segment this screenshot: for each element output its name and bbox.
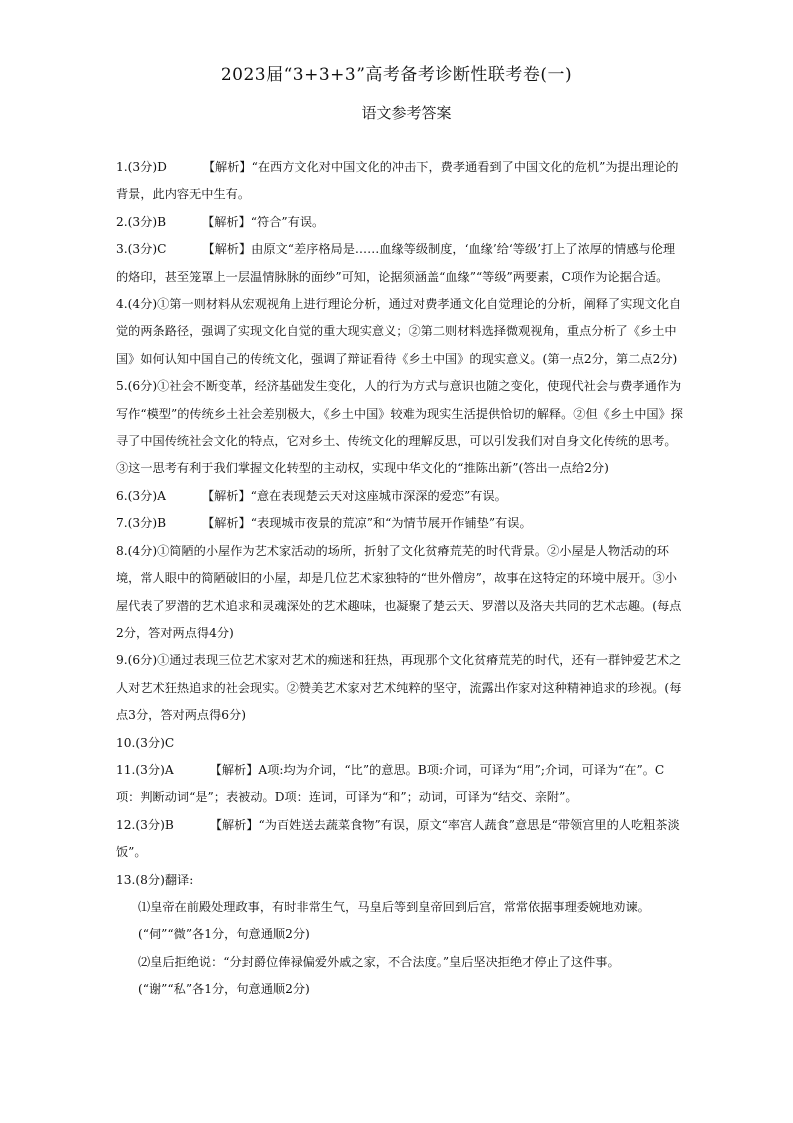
answer-item-6: 6.(3分)A 【解析】“意在表现楚云天对这座城市深深的爱恋”有误。: [116, 488, 507, 503]
translation-1: ⑴皇帝在前殿处理政事，有时非常生气，马皇后等到皇帝回到后宫，常常依据事理委婉地劝谏。: [138, 899, 650, 914]
answer-list: [116, 154, 686, 1004]
answer-item-8: 8.(4分)①简陋的小屋作为艺术家活动的场所，折射了文化贫瘠荒芜的时代背景。②小屋是人物活动的环境，常人眼中的简陋破旧的小屋，却是几位艺术家独特的“世外僧房”，故事在这特定的环境中展开。③小屋代表了罗潜的艺术追求和灵魂深处的艺术趣味，也凝聚了楚云天、罗潜以及洛夫共同的艺术志趣。(每点2分，答对两点得4分): [116, 543, 682, 640]
translation-1-scoring: (“伺”“微”各1分，句意通顺2分): [138, 927, 310, 942]
translation-2: ⑵皇后拒绝说：“分封爵位俸禄偏爱外戚之家，不合法度。”皇后坚决拒绝才停止了这件事。: [138, 954, 620, 969]
answer-item-4: 4.(4分)①第一则材料从宏观视角上进行理论分析，通过对费孝通文化自觉理论的分析，阐释了实现文化自觉的两条路径，强调了实现文化自觉的重大现实意义；②第二则材料选择微观视角，重点分析了《乡土中国》如何认知中国自己的传统文化，强调了辩证看待《乡土中国》的现实意义。(第一点2分，第二点2分): [116, 297, 682, 366]
answer-item-9: 9.(6分)①通过表现三位艺术家对艺术的痴迷和狂热，再现那个文化贫瘠荒芜的时代，还有一群钟爱艺术之人对艺术狂热追求的社会现实。②赞美艺术家对艺术纯粹的坚守，流露出作家对这种精神追求的珍视。(每点3分，答对两点得6分): [116, 653, 682, 723]
answer-item-13: 13.(8分)翻译:: [116, 872, 194, 887]
answer-item-12: 12.(3分)B 【解析】“为百姓送去蔬菜食物”有误，原文“率宫人蔬食”意思是“带领宫里的人吃粗茶淡饭”。: [116, 817, 680, 860]
answer-item-10: 10.(3分)C: [116, 735, 175, 750]
answer-item-5: 5.(6分)①社会不断变革，经济基础发生变化，人的行为方式与意识也随之变化，使现代社会与费孝通作为写作“模型”的传统乡土社会差别极大，《乡土中国》较难为现实生活提供恰切的解释。②但《乡土中国》探寻了中国传统社会文化的特点，它对乡土、传统文化的理解反思，可以引发我们对自身文化传统的思考。③这一思考有利于我们掌握文化转型的主动权，实现中华文化的“推陈出新”(答出一点给2分): [116, 379, 683, 476]
page-title: 2023届“3+3+3”高考备考诊断性联考卷(一): [220, 65, 573, 85]
answer-item-7: 7.(3分)B 【解析】“表现城市夜景的荒凉”和“为情节展开作铺垫”有误。: [116, 516, 532, 531]
answer-item-1: 1.(3分)D 【解析】“在西方文化对中国文化的冲击下，费孝通看到了中国文化的危机”为提出理论的背景，此内容无中生有。: [116, 160, 679, 202]
answer-item-2: 2.(3分)B 【解析】“符合”有误。: [116, 214, 325, 229]
answer-item-11: 11.(3分)A 【解析】A项:均为介词，“比”的意思。B项:介词，可译为“用”;介词，可译为“在”。C项：判断动词“是”；表被动。D项：连词，可译为“和”；动词，可译为“结交、亲附”。: [116, 762, 665, 805]
translation-2-scoring: (“谢”“私”各1分，句意通顺2分): [138, 982, 310, 997]
answer-item-3: 3.(3分)C 【解析】由原文“差序格局是……血缘等级制度，‘血缘’给‘等级’打上了浓厚的情感与伦理的烙印，甚至笼罩上一层温情脉脉的面纱”可知，论据须涵盖“血缘”“等级”两要素，C项作为论据合适。: [116, 242, 676, 284]
page-subtitle: 语文参考答案: [361, 104, 452, 122]
